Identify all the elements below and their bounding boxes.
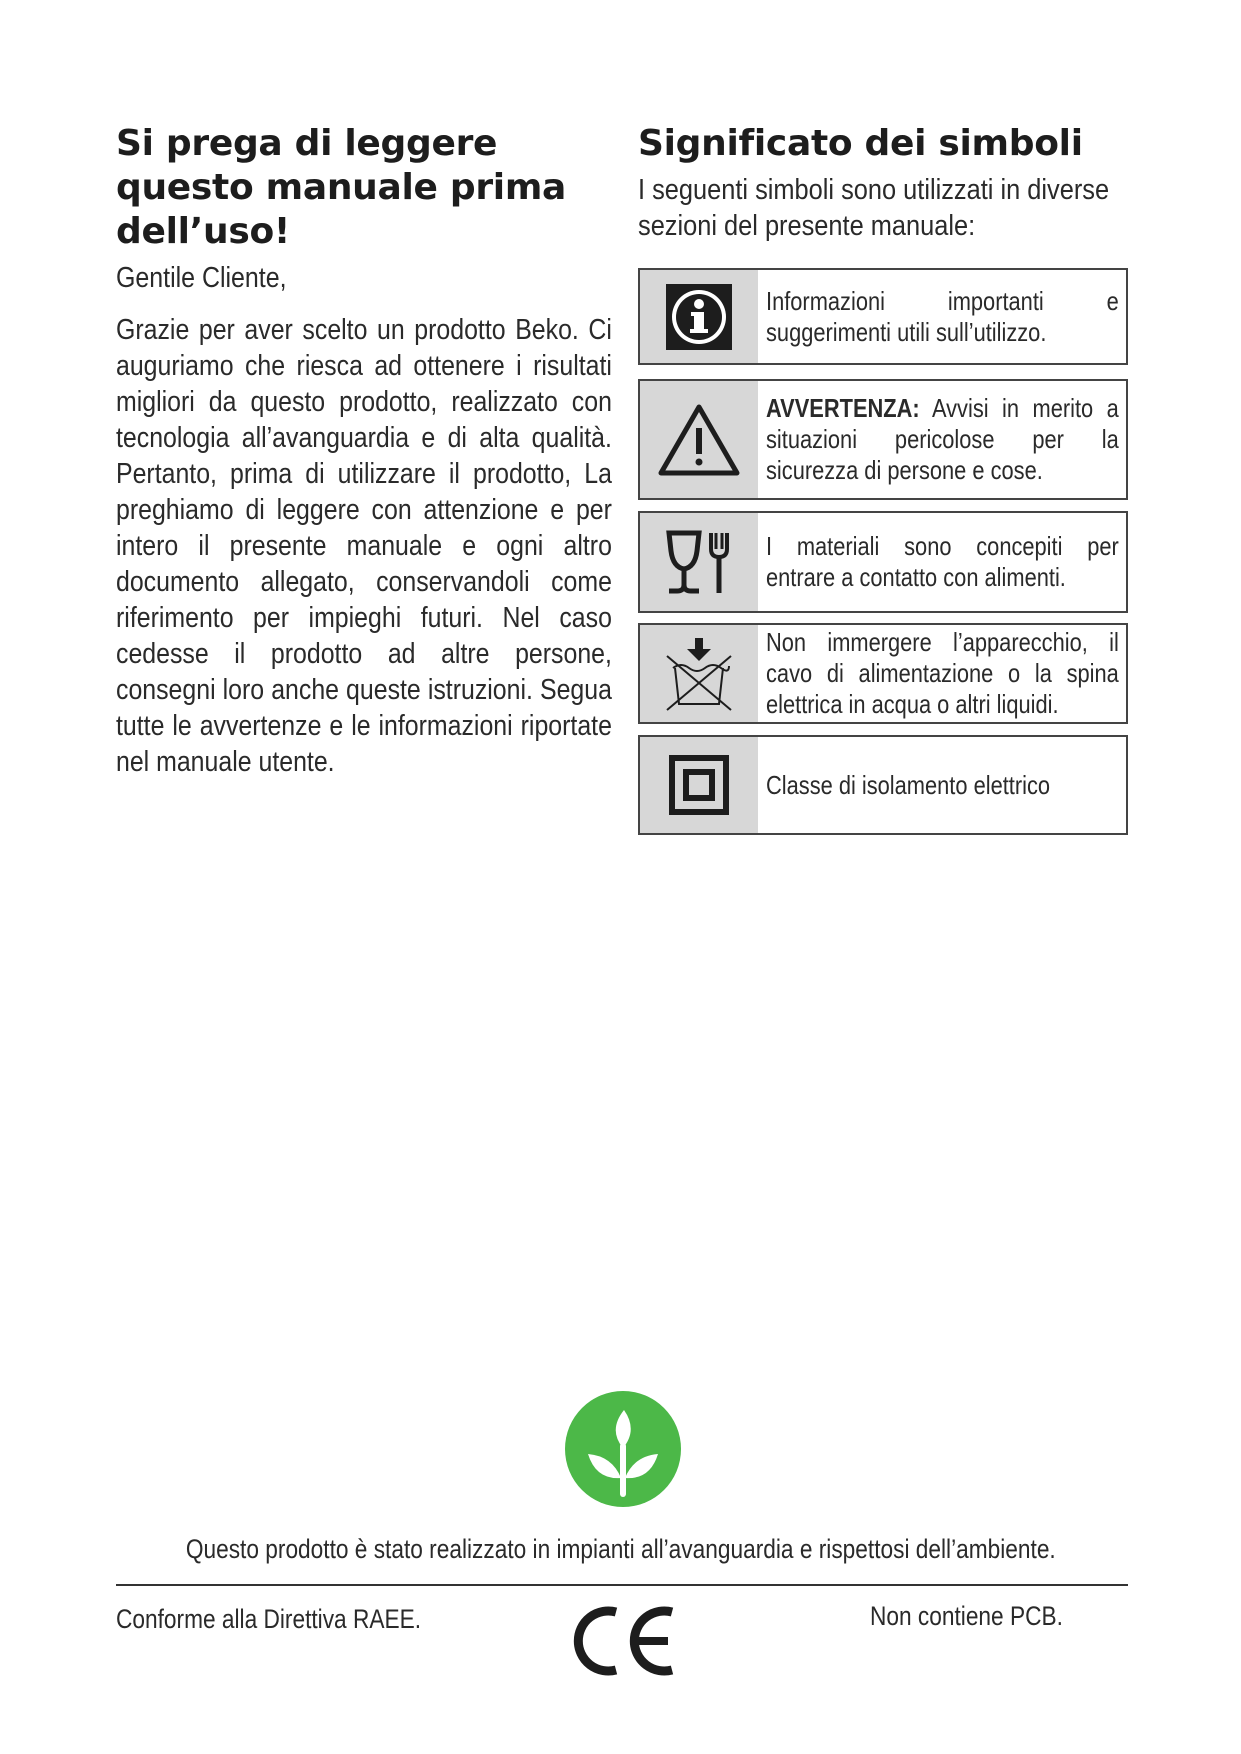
intro-paragraph: Grazie per aver scelto un prodotto Beko. Ci auguriamo che riesca ad ottenere i risultati migliori da questo prodotto, realizzato con tecnologia all’avanguardia e di alta qualità. Pertanto, prima di utilizzare il prodotto, La preghiamo di leggere con attenzione e per intero il presente manuale e ogni altro documento allegato, conservandoli come riferimento per impieghi futuri. Nel caso cedesse il prodotto ad altre persone, consegni loro anche queste istruzioni. Segua tutte le avvertenze e le informazioni riportate nel manuale utente. <box>116 314 612 778</box>
warning-description: Avvisi in merito a situazioni pericolose per la sicurezza di persone e cose. <box>766 393 1119 485</box>
greeting: Gentile Cliente, <box>116 262 287 294</box>
ce-mark <box>572 1604 678 1678</box>
eco-statement: Questo prodotto è stato realizzato in impianti all’avanguardia e rispettosi dell’ambiente. <box>185 1534 1056 1564</box>
symbol-food-text: I materiali sono concepiti per entrare a contatto con alimenti. <box>766 531 1119 592</box>
warning-icon <box>640 381 758 498</box>
do-not-immerse-icon <box>640 625 758 722</box>
symbol-info-text: Informazioni importanti e suggerimenti utili sull’utilizzo. <box>766 285 1119 347</box>
food-contact-icon <box>640 513 758 611</box>
double-insulation-icon <box>640 737 758 833</box>
info-icon <box>640 270 758 363</box>
symbol-row-do-not-immerse <box>638 623 1128 724</box>
footer-divider <box>116 1584 1128 1586</box>
leaf-icon <box>564 1390 682 1508</box>
symbol-insulation-text: Classe di isolamento elettrico <box>766 769 1051 800</box>
raee-compliance: Conforme alla Direttiva RAEE. <box>116 1604 422 1634</box>
symbol-row-insulation <box>638 735 1128 835</box>
symbols-title: Significato dei simboli <box>638 123 1083 164</box>
pcb-statement: Non contiene PCB. <box>870 1601 1063 1631</box>
symbols-intro: I seguenti simboli sono utilizzati in diverse sezioni del presente manuale: <box>638 174 1110 242</box>
symbol-row-warning <box>638 379 1128 500</box>
page-title: Si prega di leggere questo manuale prima dell’uso! <box>116 123 567 252</box>
symbol-row-info <box>638 268 1128 365</box>
intro-column <box>116 122 612 780</box>
symbols-column <box>638 122 1132 244</box>
symbol-immerse-text: Non immergere l’apparecchio, il cavo di alimentazione o la spina elettrica in acqua o altri liquidi. <box>766 627 1119 719</box>
symbol-row-food-contact <box>638 511 1128 613</box>
warning-label: AVVERTENZA: <box>766 393 920 423</box>
symbol-warning-text <box>766 393 1119 486</box>
